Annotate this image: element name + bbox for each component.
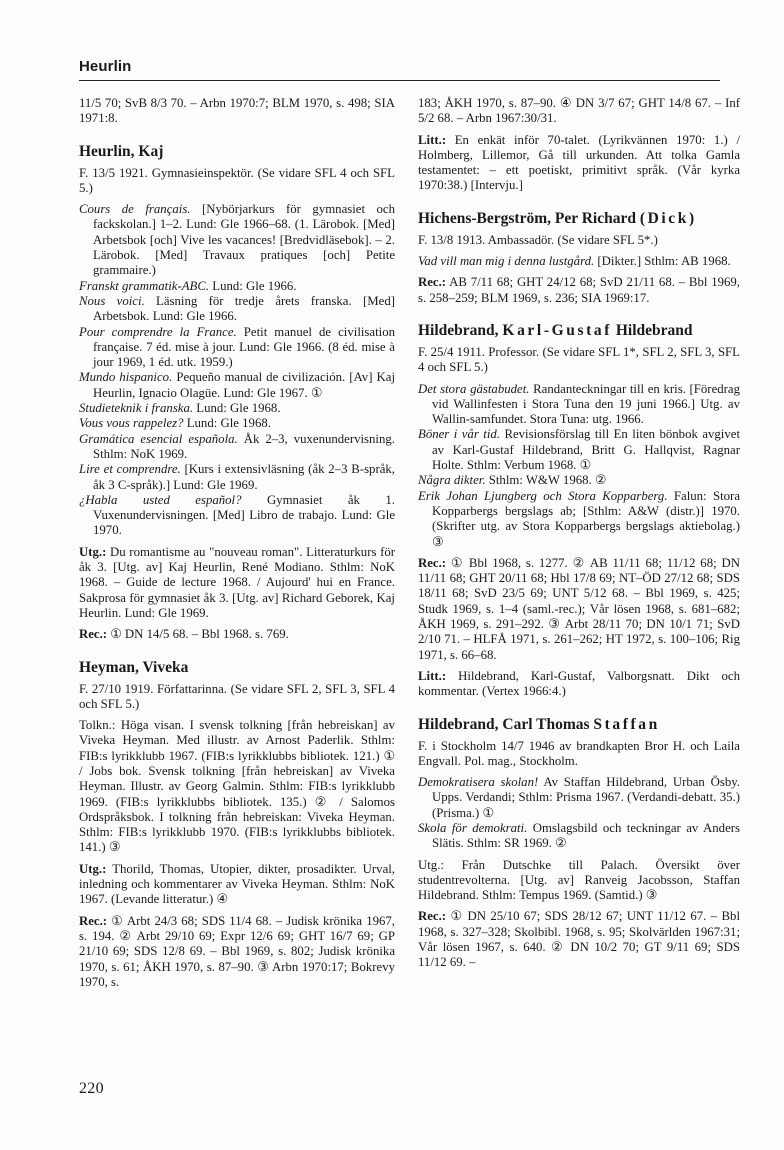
work-item: Några dikter. Sthlm: W&W 1968. ② <box>418 473 607 488</box>
entry-heading-hichens-bergstrom: Hichens-Bergström, Per Richard (Dick) <box>418 209 697 227</box>
work-item: Vad vill man mig i denna lustgård. [Dikter.] Sthlm: AB 1968. <box>418 254 731 269</box>
work-item: Nous voici. Läsning för tredje årets franska. [Med] Arbetsbok. Lund: Gle 1966. <box>79 293 395 324</box>
entry-heading-heyman-viveka: Heyman, Viveka <box>79 658 189 676</box>
works-list-hildebrand-staffan <box>418 775 740 851</box>
review-list: Rec.: AB 7/11 68; GHT 24/12 68; SvD 21/11 68. – Bbl 1969, s. 258–259; BLM 1969, s. 236; SIA 1969:17. <box>418 275 740 305</box>
review-list: Rec.: ① DN 14/5 68. – Bbl 1968. s. 769. <box>79 627 289 642</box>
header-rule <box>79 80 720 81</box>
works-list-heurlin <box>79 202 395 539</box>
work-item: Skola för demokrati. Omslagsbild och teckningar av Anders Slätis. Sthlm: SR 1969. ② <box>418 820 740 851</box>
running-head: Heurlin <box>79 58 132 75</box>
entry-bio: F. i Stockholm 14/7 1946 av brandkapten Bror H. och Laila Engvall. Pol. mag., Stockholm. <box>418 738 740 768</box>
work-item: Mundo hispanico. Pequeño manual de civilización. [Av] Kaj Heurlin, Ignacio Olagüe. Lund: Gle 1967. ① <box>79 370 396 400</box>
entry-heading-hildebrand-karl-gustaf: Hildebrand, Karl-Gustaf Hildebrand <box>418 321 693 339</box>
continued-entry: 11/5 70; SvB 8/3 70. – Arbn 1970:7; BLM 1970, s. 498; SIA 1971:8. <box>79 96 395 126</box>
works-list-hildebrand-kg <box>418 382 740 550</box>
entry-bio: F. 13/8 1913. Ambassadör. (Se vidare SFL 5*.) <box>418 232 658 247</box>
entry-heading-hildebrand-staffan: Hildebrand, Carl Thomas Staffan <box>418 715 660 733</box>
works-list-hichens <box>418 254 740 269</box>
entry-bio: F. 25/4 1911. Professor. (Se vidare SFL 1*, SFL 2, SFL 3, SFL 4 och SFL 5.) <box>418 344 740 375</box>
entry-heading-heurlin-kaj: Heurlin, Kaj <box>79 142 164 160</box>
entry-bio: F. 13/5 1921. Gymnasieinspektör. (Se vidare SFL 4 och SFL 5.) <box>79 165 395 195</box>
work-item: Det stora gästabudet. Randanteckningar till en kris. [Föredrag vid Wallinfesten i Stora Tuna den 19 juni 1966.] Utg. av Wallin-samfundet. Stora Tuna: utg. 1966. <box>418 381 740 427</box>
review-list: Rec.: ① Arbt 24/3 68; SDS 11/4 68. – Judisk krönika 1967, s. 194. ② Arbt 29/10 69; Expr 12/6 69; GHT 16/7 69; GP 21/10 69; SDS 12/8 69. – Bbl 1969, s. 802; Judisk krönika 1970, s. 61; ÅKH 1970, s. 87–90. ③ Arbn 1970:17; Bokrevy 1970, s. <box>79 913 395 989</box>
editor-note: Utg.: Thorild, Thomas, Utopier, dikter, prosadikter. Urval, inledning och kommentarer av Viveka Heyman. Sthlm: NoK 1967. (Levande litteratur.) ④ <box>79 861 395 907</box>
work-item: Böner i vår tid. Revisionsförslag till En liten bönbok avgivet av Karl-Gustaf Hildebrand, Britt G. Hallqvist, Ragnar Holte. Sthlm: Verbum 1968. ① <box>418 427 740 473</box>
right-column <box>418 96 740 977</box>
work-item: Demokratisera skolan! Av Staffan Hildebrand, Urban Ösby. Upps. Verdandi; Sthlm: Prisma 1967. (Verdandi-debatt. 35.) (Prisma.) ① <box>418 775 740 820</box>
literature-note: Litt.: Hildebrand, Karl-Gustaf, Valborgsnatt. Dikt och kommentar. (Vertex 1966:4.) <box>418 668 740 699</box>
entry-bio: F. 27/10 1919. Författarinna. (Se vidare SFL 2, SFL 3, SFL 4 och SFL 5.) <box>79 681 395 711</box>
work-item: Vous vous rappelez? Lund: Gle 1968. <box>79 416 271 431</box>
continued-entry: 183; ÅKH 1970, s. 87–90. ④ DN 3/7 67; GHT 14/8 67. – Inf 5/2 68. – Arbn 1967:30/31. <box>418 96 740 126</box>
literature-note: Litt.: En enkät inför 70-talet. (Lyrikvännen 1970: 1.) / Holmberg, Lillemor, Gå till urkunden. Att tolka Gamla testamentet: – ett poetiskt, primitivt språk. (Vår kyrka 1970:38.) [Intervju.] <box>418 132 740 193</box>
review-list: Rec.: ① Bbl 1968, s. 1277. ② AB 11/11 68; 11/12 68; DN 11/11 68; GHT 20/11 68; Hbl 17/8 69; NT–ÖD 27/12 68; SDS 18/11 68; SvD 23/5 69; UNT 5/12 68. – Bbl 1969, s. 425; Studk 1969, s. 1–4 (saml.-rec.); Vår lösen 1968, s. 681–682; ÅKH 1969, s. 291–292. ③ Arbt 28/11 70; DN 10/1 71; SvD 2/10 71. – HLFÅ 1971, s. 261–262; HT 1972, s. 100–106; Rig 1971, s. 66–68. <box>418 555 740 662</box>
editor-note: Utg.: Du romantisme au "nouveau roman". Litteraturkurs för åk 3. [Utg. av] Kaj Heurlin, René Modiano. Sthlm: NoK 1968. – Guide de lecture 1968. / Aujourd' hui en France. Sakprosa för gymnasiet åk 3. [Utg. av] Richard Geborek, Kaj Heurlin. Lund: Gle 1969. <box>79 544 395 620</box>
work-item: Erik Johan Ljungberg och Stora Kopparberg. Falun: Stora Kopparbergs bergslags ab; [Sthlm: A&W (distr.)] 1970. (Skrifter utg. av Stora Kopparbergs bergslags aktiebolag.) ③ <box>418 488 740 549</box>
work-item: Gramática esencial española. Åk 2–3, vuxenundervisning. Sthlm: NoK 1969. <box>79 431 395 461</box>
work-item: Franskt grammatik-ABC. Lund: Gle 1966. <box>79 278 297 293</box>
work-item: Cours de français. [Nybörjarkurs för gymnasiet och fackskolan.] 1–2. Lund: Gle 1966–68. (1. Lärobok. [Med] Arbetsbok [och] Vive les vacances! [Bredvidläsebok]. – 2. Lärobok. [Med] Travaux pratiques [och] Petite grammaire.) <box>79 202 395 278</box>
editor-note: Utg.: Från Dutschke till Palach. Översikt över studentrevolterna. [Utg. av] Ranveig Jacobsson, Staffan Hildebrand. Sthlm: Tempus 1969. (Samtid.) ③ <box>418 857 740 903</box>
left-column <box>79 96 395 996</box>
work-item: Pour comprendre la France. Petit manuel de civilisation française. 7 éd. mise à jour. Lund: Gle 1966. (8 éd. mise à jour 1969, 1 éd. utk. 1959.) <box>79 324 395 370</box>
page-number: 220 <box>79 1080 104 1097</box>
review-list: Rec.: ① DN 25/10 67; SDS 28/12 67; UNT 11/12 67. – Bbl 1968, s. 327–328; Skolbibl. 1968, s. 95; Skolvärlden 1967:31; Vår lösen 1967, s. 640. ② DN 10/2 70; GT 9/11 69; SDS 11/12 69. – <box>418 909 740 970</box>
work-item: Studieteknik i franska. Lund: Gle 1968. <box>79 401 281 416</box>
work-item: Lire et comprendre. [Kurs i extensivläsning (åk 2–3 B-språk, åk 3 C-språk).] Lund: Gle 1969. <box>79 462 395 492</box>
work-item: ¿Habla usted español? Gymnasiet åk 1. Vuxenundervisningen. [Med] Libro de trabajo. Lund: Gle 1970. <box>79 492 395 538</box>
translation-note: Tolkn.: Höga visan. I svensk tolkning [från hebreiskan] av Viveka Heyman. Med illustr. av Arnost Paderlik. Sthlm: FIB:s lyrikklubb 1967. (FIB:s lyrikklubbs bibliotek. 121.) ① / Jobs bok. Svensk tolkning [från hebreiskan] av Viveka Heyman. Illustr. av Georg Galmin. Sthlm: FIB:s lyrikklubb 1969. (FIB:s lyrikklubbs bibliotek. 135.) ② / Salomos Ordspråksbok. I tolkning från hebreiskan: Viveka Heyman. Sthlm: FIB:s lyrikklubb 1970. (FIB:s lyrikklubbs bibliotek. 141.) ③ <box>79 718 395 855</box>
